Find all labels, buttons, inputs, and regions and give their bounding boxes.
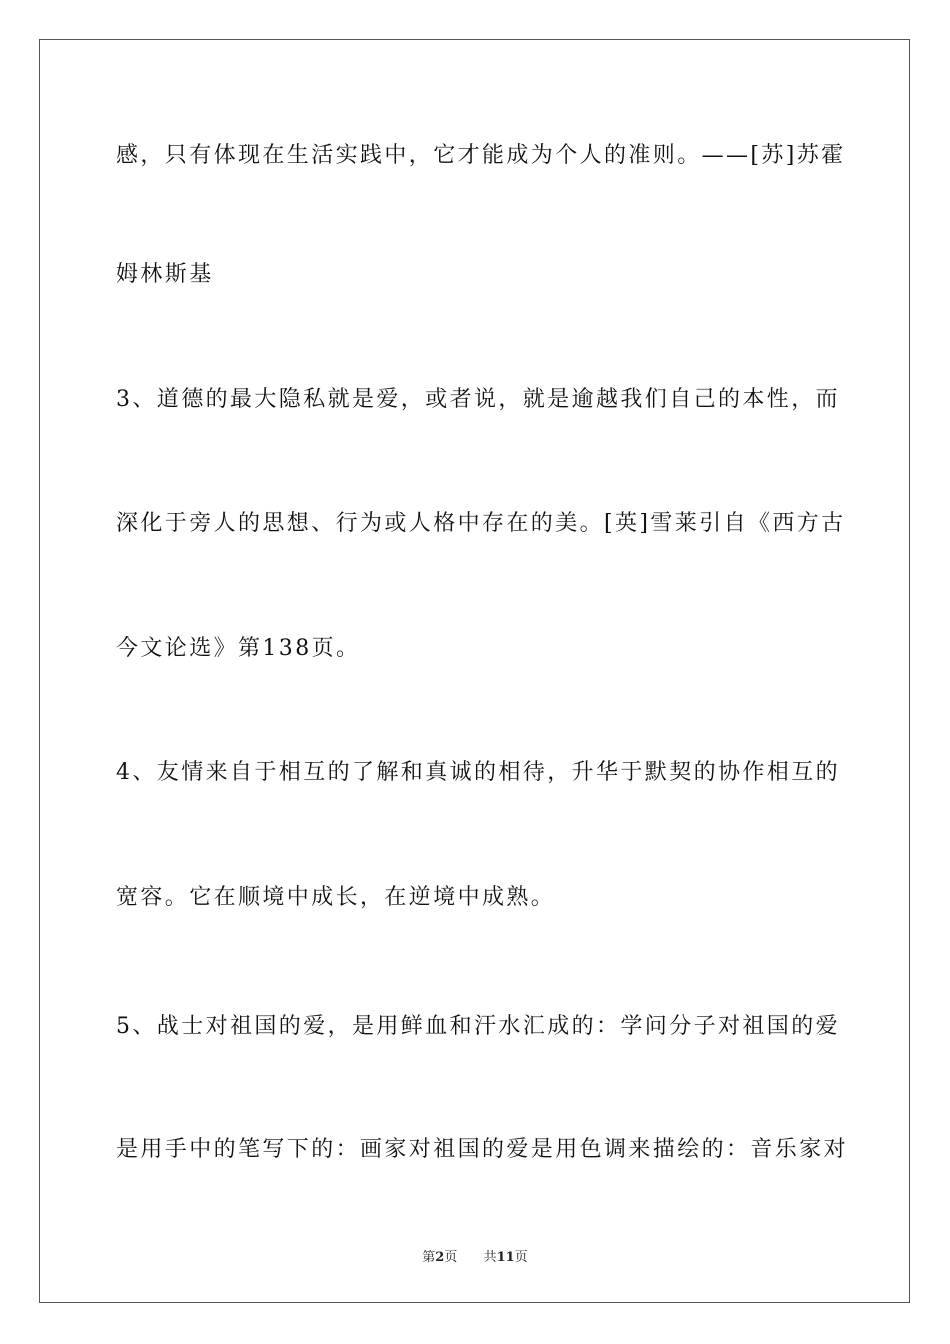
total-suffix: 页 [514, 1250, 528, 1265]
text-line: 4、友情来自于相互的了解和真诚的相待，升华于默契的协作相互的 [116, 760, 840, 785]
page-number [422, 1246, 457, 1265]
text-line: 今文论选》第138页。 [116, 636, 361, 661]
page-border [39, 39, 910, 1303]
text-line: 是用手中的笔写下的：画家对祖国的爱是用色调来描绘的：音乐家对 [116, 1137, 849, 1162]
page-prefix: 第 [422, 1250, 436, 1265]
current-page: 2 [435, 1250, 445, 1265]
text-line: 3、道德的最大隐私就是爱，或者说，就是逾越我们自己的本性，而 [116, 387, 840, 412]
text-line: 5、战士对祖国的爱，是用鲜血和汗水汇成的：学问分子对祖国的爱 [116, 1014, 840, 1039]
total-pages [484, 1246, 528, 1265]
total-prefix: 共 [483, 1250, 497, 1265]
text-line: 深化于旁人的思想、行为或人格中存在的美。[英]雪莱引自《西方古 [116, 511, 846, 536]
text-line: 姆林斯基 [116, 262, 214, 287]
page-footer [0, 1246, 950, 1265]
total-page-count: 11 [496, 1250, 515, 1265]
text-line: 感，只有体现在生活实践中，它才能成为个人的准则。——[苏]苏霍 [116, 143, 846, 168]
page-suffix: 页 [444, 1250, 458, 1265]
text-line: 宽容。它在顺境中成长，在逆境中成熟。 [116, 885, 556, 910]
